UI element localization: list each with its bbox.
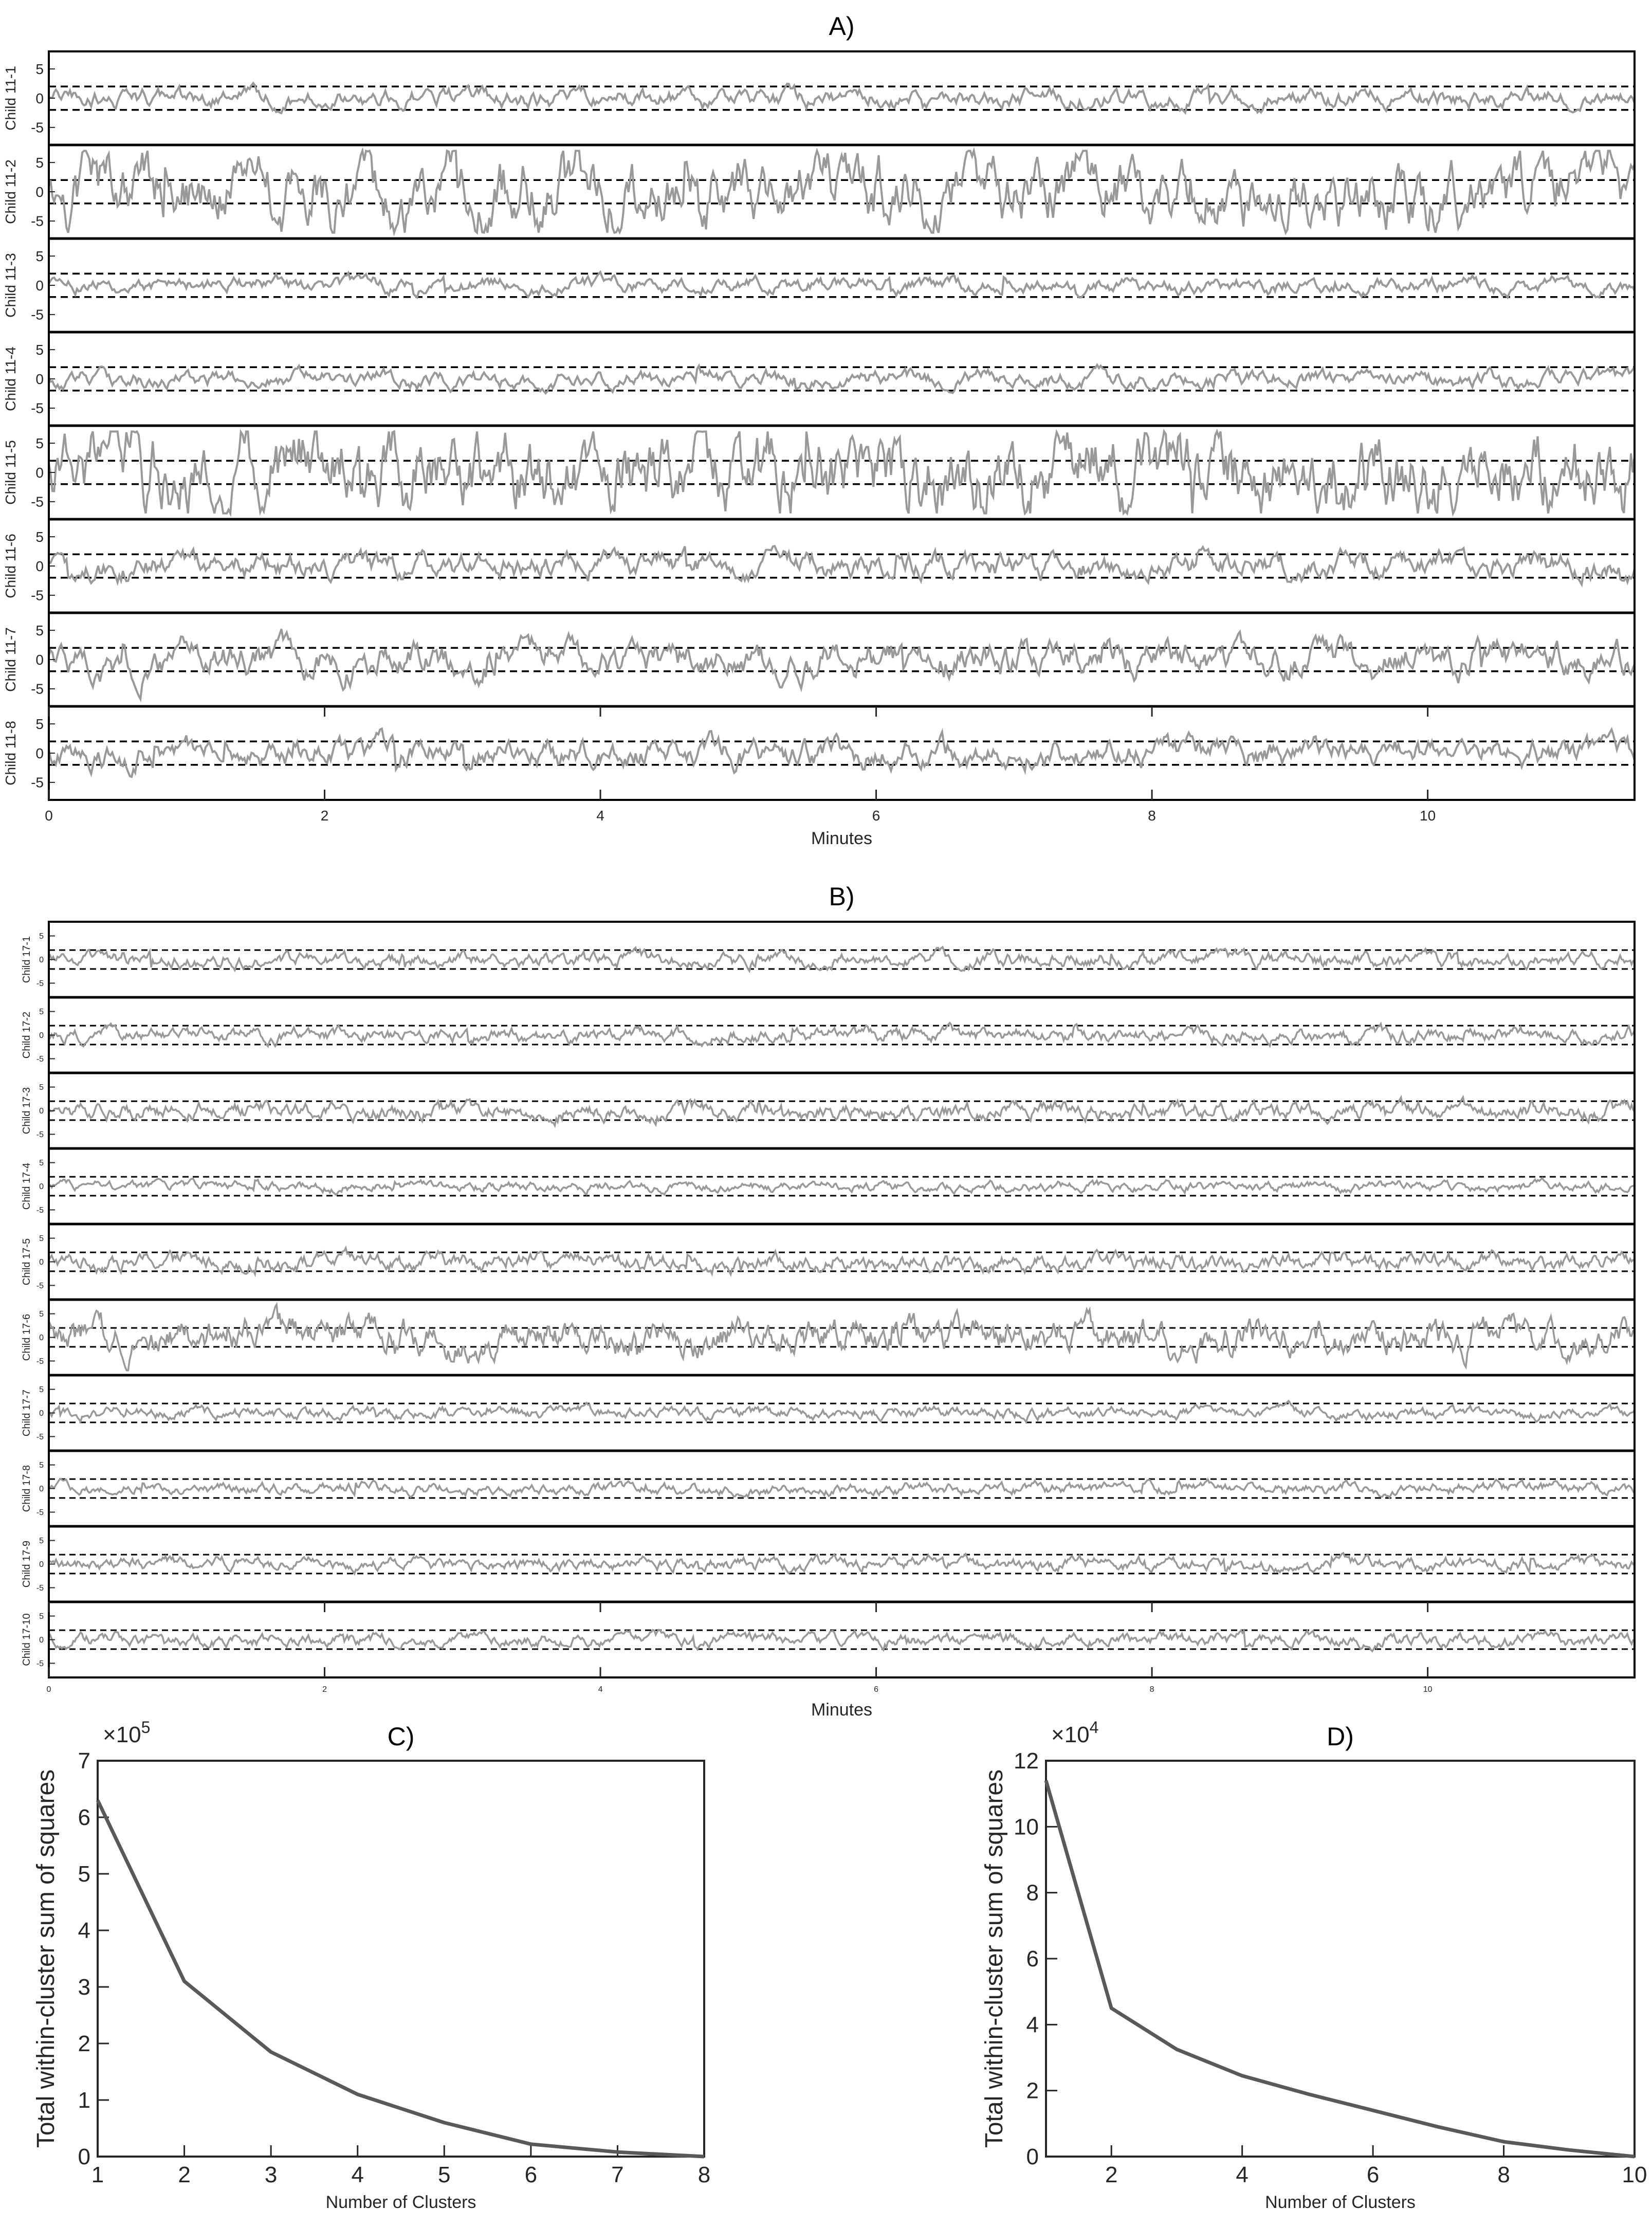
y-tick-label: 5 [35,622,44,638]
y-tick-label: 1 [78,2088,90,2113]
y-tick-label: 5 [35,248,44,264]
x-tick-label: 2 [322,1685,327,1694]
y-tick-label: -5 [36,1433,44,1442]
x-tick-label: 6 [524,2162,538,2187]
y-tick-label: 6 [78,1805,90,1830]
panel-C [32,1718,710,2212]
series-label: Child 17-9 [21,1540,32,1588]
y-tick-label: 0 [39,956,44,965]
y-tick-label: 0 [35,464,44,481]
y-tick-label: 4 [1026,2012,1039,2038]
series-strip [21,1224,1635,1290]
y-tick-label: 2 [78,2031,90,2056]
x-tick-label: 6 [874,1685,879,1694]
y-tick-label: -5 [31,119,44,136]
series-label: Child 17-2 [21,1011,32,1059]
series-label: Child 11-1 [3,66,19,131]
series-strip [3,332,1635,416]
series-label: Child 17-4 [21,1162,32,1210]
y-multiplier-exponent: 5 [141,1718,151,1737]
series-label: Child 11-2 [3,159,19,224]
y-tick-label: -5 [31,400,44,416]
x-tick-label: 8 [1497,2162,1510,2187]
y-tick-label: 3 [78,1975,90,2000]
y-tick-label: 4 [78,1918,90,1943]
y-tick-label: 0 [39,1107,44,1116]
y-axis-label-C: Total within-cluster sum of squares [32,1769,60,2148]
series-label: Child 11-7 [3,627,19,692]
y-tick-label: -5 [36,1508,44,1518]
x-tick-label: 3 [264,2162,278,2187]
y-tick-label: 0 [39,1485,44,1494]
panel-A [3,12,1635,848]
x-tick-label: 2 [178,2162,191,2187]
y-tick-label: 7 [78,1748,90,1774]
axes-frame [98,1761,704,2157]
y-tick-label: 5 [39,932,44,941]
series-label: Child 17-3 [21,1087,32,1135]
y-tick-label: 0 [39,1636,44,1645]
x-tick-label: 7 [611,2162,624,2187]
y-tick-label: -5 [31,587,44,604]
y-tick-label: 5 [35,716,44,732]
y-tick-label: 5 [78,1861,90,1887]
x-tick-label: 4 [1236,2162,1249,2187]
series-strip [3,519,1635,604]
x-tick-label: 10 [1622,2162,1647,2187]
x-tick-label: 6 [1366,2162,1380,2187]
y-tick-label: 0 [39,1031,44,1041]
y-tick-label: -5 [36,1357,44,1366]
x-axis-label-C: Number of Clusters [325,2193,476,2212]
series-strip [3,61,1635,136]
series-line [49,629,1635,699]
y-tick-label: -5 [36,1055,44,1064]
y-tick-label: 12 [1014,1748,1039,1774]
panel-title-C: C) [387,1722,415,1751]
x-tick-label: 2 [1105,2162,1118,2187]
y-tick-label: 6 [1026,1946,1039,1972]
y-tick-label: 0 [39,1409,44,1418]
y-tick-label: -5 [31,306,44,323]
x-axis-label-A: Minutes [811,829,873,848]
y-multiplier [1051,1718,1098,1747]
y-tick-label: 0 [35,277,44,294]
y-tick-label: 10 [1014,1814,1039,1840]
elbow-line [98,1800,704,2157]
series-line [49,151,1635,232]
series-line [49,431,1635,513]
y-axis-label-D: Total within-cluster sum of squares [981,1769,1008,2148]
y-tick-label: 2 [1026,2078,1039,2104]
series-label: Child 11-8 [3,721,19,786]
series-label: Child 11-6 [3,534,19,598]
panel-title-B: B) [829,882,855,911]
series-line [49,1553,1635,1574]
panel-title-D: D) [1327,1722,1354,1751]
series-label: Child 17-6 [21,1313,32,1361]
y-multiplier [103,1718,150,1747]
series-strip [3,706,1635,791]
y-tick-label: 5 [39,1008,44,1017]
y-tick-label: -5 [36,1584,44,1593]
series-strip [21,1526,1635,1593]
x-tick-label: 8 [697,2162,711,2187]
series-label: Child 17-1 [21,936,32,983]
series-strip [21,1300,1635,1371]
y-tick-label: 5 [39,1537,44,1546]
y-tick-label: 5 [39,1083,44,1092]
y-tick-label: 0 [39,1334,44,1343]
y-tick-label: 0 [35,558,44,574]
y-tick-label: 0 [35,651,44,668]
y-tick-label: 5 [39,1385,44,1395]
y-tick-label: 0 [35,90,44,106]
y-tick-label: 0 [1026,2144,1039,2169]
y-tick-label: 5 [39,1234,44,1244]
x-tick-label: 6 [872,808,880,824]
x-tick-label: 4 [598,1685,603,1694]
y-tick-label: 0 [35,745,44,761]
y-multiplier-base: ×10 [1051,1722,1090,1747]
series-strip [21,997,1635,1064]
series-strip [3,613,1635,699]
x-tick-label: 4 [596,808,604,824]
series-strip [21,1602,1635,1668]
series-line [49,1630,1635,1651]
y-tick-label: 0 [39,1560,44,1569]
series-line [49,1178,1635,1195]
series-label: Child 17-10 [21,1613,32,1666]
x-tick-label: 8 [1149,1685,1154,1694]
y-tick-label: -5 [36,979,44,989]
series-line [49,546,1635,585]
axes-frame [1046,1761,1635,2157]
y-tick-label: -5 [31,213,44,229]
y-tick-label: 0 [39,1258,44,1267]
y-tick-label: 5 [35,154,44,171]
y-tick-label: 0 [39,1182,44,1192]
x-tick-label: 8 [1148,808,1156,824]
y-tick-label: 5 [35,528,44,545]
y-tick-label: -5 [36,1206,44,1215]
series-strip [3,239,1635,323]
x-tick-label: 5 [438,2162,451,2187]
y-tick-label: 0 [35,184,44,200]
series-line [49,272,1635,298]
series-strip [21,1375,1635,1441]
y-tick-label: -5 [31,774,44,791]
x-tick-label: 10 [1420,808,1436,824]
series-label: Child 17-7 [21,1389,32,1437]
series-label: Child 17-8 [21,1465,32,1512]
y-tick-label: -5 [36,1282,44,1291]
y-tick-label: -5 [36,1130,44,1140]
series-strip [21,1451,1635,1517]
series-strip [3,145,1635,233]
series-strip [21,1073,1635,1139]
y-multiplier-base: ×10 [103,1722,141,1747]
y-tick-label: -5 [31,681,44,697]
y-tick-label: -5 [36,1659,44,1669]
series-label: Child 11-5 [3,440,19,505]
y-tick-label: 5 [35,341,44,358]
y-tick-label: 8 [1026,1880,1039,1906]
series-label: Child 17-5 [21,1238,32,1286]
x-tick-label: 1 [91,2162,104,2187]
y-tick-label: 5 [35,61,44,77]
x-axis-label-B: Minutes [811,1700,873,1720]
y-multiplier-exponent: 4 [1089,1718,1099,1737]
series-line [49,729,1635,777]
series-strip [21,932,1635,988]
x-axis-label-D: Number of Clusters [1265,2193,1416,2212]
y-tick-label: -5 [31,494,44,510]
series-strip [21,1148,1635,1215]
y-tick-label: 0 [78,2144,90,2169]
x-tick-label: 0 [46,1685,51,1694]
x-tick-label: 0 [45,808,53,824]
panel-D [981,1718,1647,2212]
x-tick-label: 10 [1423,1685,1433,1694]
series-line [49,1305,1635,1371]
panel-B [21,882,1635,1720]
series-line [49,365,1635,393]
y-tick-label: 5 [35,435,44,451]
series-line [49,83,1635,113]
y-tick-label: 5 [39,1310,44,1319]
x-tick-label: 2 [320,808,329,824]
elbow-line [1046,1781,1635,2157]
series-strip [3,426,1635,514]
y-tick-label: 5 [39,1612,44,1621]
series-label: Child 11-4 [3,346,19,411]
series-label: Child 11-3 [3,253,19,318]
y-tick-label: 5 [39,1159,44,1168]
x-tick-label: 4 [351,2162,364,2187]
y-tick-label: 0 [35,371,44,387]
series-line [49,1479,1635,1498]
panel-title-A: A) [829,12,855,41]
y-tick-label: 5 [39,1461,44,1470]
